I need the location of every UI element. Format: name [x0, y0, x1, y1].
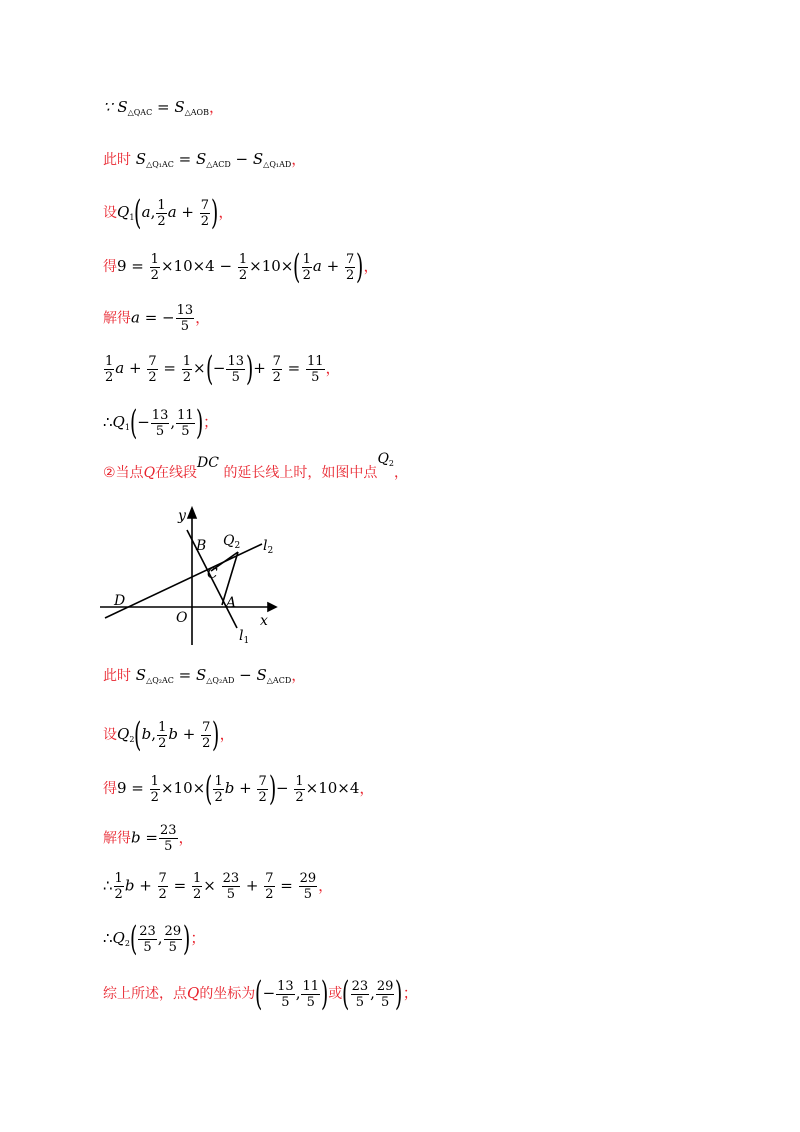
line-s-equal: ∵ $S_{\triangle QAC} = S_{\triangle AOB}$， [103, 98, 224, 117]
label-q2: $Q_2$ [223, 533, 241, 551]
x-axis-arrow [268, 603, 276, 611]
because-symbol: ∵ [103, 98, 113, 116]
line-compute-y1: $\frac{1}{2}$ a + $\frac{7}{2}$ = $\frac{1}{2}$ ×(− $\frac{13}{5}$ )+ $\frac{7}{2}$ = $\frac{11}{5}$ ， [105, 349, 341, 389]
line-area-case2: 此时 $S_{\triangle Q_2AC} = S_{\triangle Q_2AD} - S_{\triangle ACD}$， [103, 666, 307, 685]
line-equation-b: 得9 = $\frac{1}{2}$ ×10×( $\frac{1}{2}$ b + $\frac{7}{2}$ )− $\frac{1}{2}$ ×10×4， [103, 769, 375, 809]
label-x: x [260, 613, 268, 629]
label-o: O [176, 610, 188, 626]
geometry-diagram [100, 500, 290, 650]
line-set-q1: 设$Q_1(a$, $\frac{1}{2}$ a + $\frac{7}{2}$ )， [103, 193, 234, 233]
line-case2-heading: ②当点Q在线段DC 的延长线上时，如图中点$Q_2$， [103, 451, 409, 481]
line-conclusion: 综上所述，点Q的坐标为(− $\frac{13}{5}$ , $\frac{11}{5}$ )或( $\frac{23}{5}$ , $\frac{29}{5}$ )； [103, 974, 418, 1014]
line-solve-b: 解得b = $\frac{23}{5}$ ， [103, 823, 194, 854]
label-l1: $l_1$ [239, 628, 250, 646]
line-result-q1: $\therefore Q_1(-$ $\frac{13}{5}$ , $\frac{11}{5}$ )； [103, 403, 218, 443]
label-d: D [114, 593, 126, 609]
line-solve-a: 解得a = − $\frac{13}{5}$ ， [103, 303, 211, 334]
line-equation-a: 得9 = $\frac{1}{2}$ ×10×4 − $\frac{1}{2}$ ×10×( $\frac{1}{2}$ a + $\frac{7}{2}$ )， [103, 247, 379, 287]
label-y: y [178, 508, 186, 524]
label-a: A [226, 595, 237, 611]
label-b: B [196, 538, 207, 554]
label-l2: $l_2$ [263, 538, 274, 556]
line-area-case1: 此时 $S_{\triangle Q_1AC} = S_{\triangle ACD} - S_{\triangle Q_1AD}$， [103, 150, 307, 169]
coordinate-figure [100, 500, 290, 654]
line-result-q2: $\therefore Q_2$( $\frac{23}{5}$ , $\frac{29}{5}$ )； [103, 919, 206, 959]
y-axis-arrow [188, 508, 196, 518]
line-set-q2: 设$Q_2(b$, $\frac{1}{2}$ b + $\frac{7}{2}$ )， [103, 715, 235, 755]
label-c: C [207, 566, 218, 582]
line-compute-y2: ∴ $\frac{1}{2}$ b + $\frac{7}{2}$ = $\frac{1}{2}$ × $\frac{23}{5}$ + $\frac{7}{2}$ = $\frac{29}{5}$ ， [103, 871, 334, 902]
